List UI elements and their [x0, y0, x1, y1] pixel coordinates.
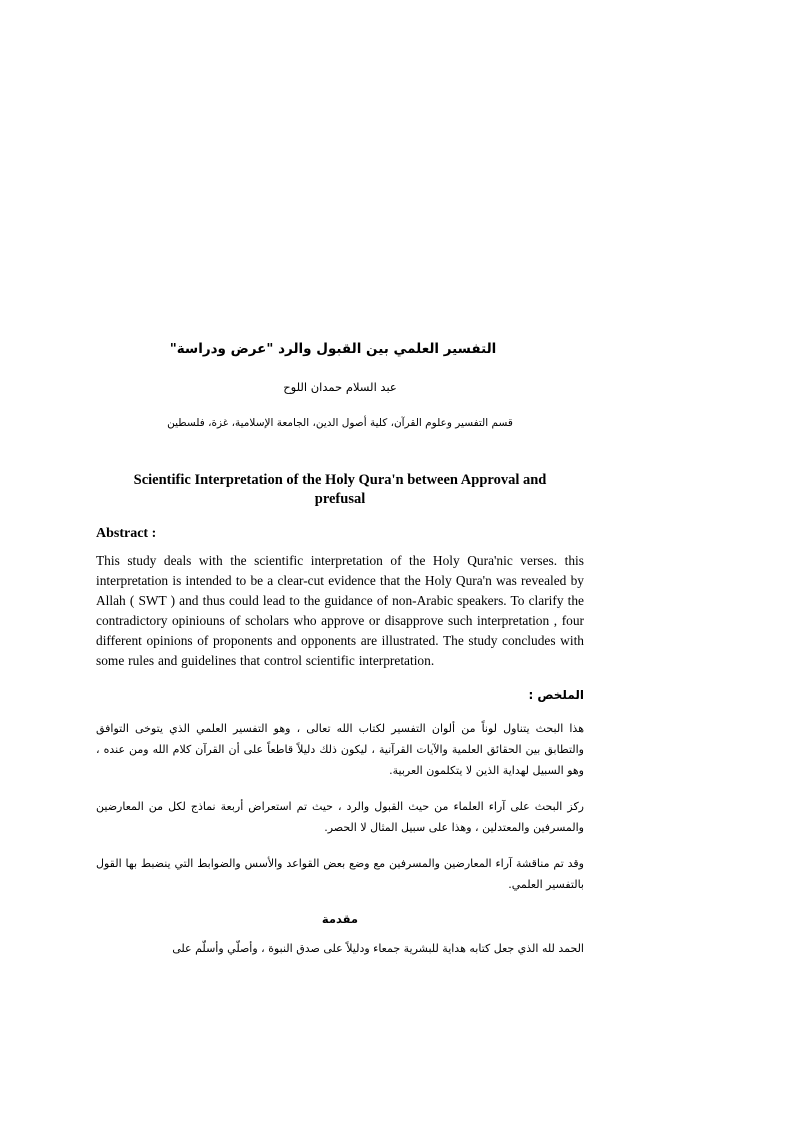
arabic-abstract-paragraph-3: وقد تم مناقشة آراء المعارضين والمسرفين مع وضع بعض القواعد والأسس والضوابط التي ينضبط بها القول بالتفسير العلمي. — [96, 856, 584, 892]
arabic-abstract-heading: الملخص : — [528, 687, 584, 702]
abstract-paragraph: This study deals with the scientific interpretation of the Holy Qura'nic verses. this interpretation is intended to be a clear-cut evidence that the Holy Qura'n was revealed by Allah ( SWT ) and thus could lead to the guidance of non-Arabic speakers. To clarify the contradictory opiniouns of scholars who approve or disapprove such interpretation , four different opinions of proponents and opponents are illustrated. The study concludes with some rules and guidelines that control scientific interpretation. — [96, 552, 584, 669]
arabic-title: التفسير العلمي بين القبول والرد "عرض ودراسة" — [169, 341, 497, 357]
document-content — [96, 340, 584, 959]
introduction-heading: مقدمة — [321, 911, 359, 926]
introduction-first-line: الحمد لله الذي جعل كتابه هداية للبشرية جمعاء ودليلاً على صدق النبوة ، وأصلّي وأسلّم على — [172, 941, 584, 955]
abstract-heading: Abstract : — [96, 525, 157, 541]
author-name: عبد السلام حمدان اللوح — [283, 380, 397, 395]
author-affiliation: قسم التفسير وعلوم القرآن، كلية أصول الدين، الجامعة الإسلامية، غزة، فلسطين — [167, 417, 513, 430]
arabic-abstract-paragraph-2: ركز البحث على آراء العلماء من حيث القبول والرد ، حيث تم استعراض أربعة نماذج لكل من المعارضين والمسرفين والمعتدلين ، وهذا على سبيل المثال لا الحصر. — [96, 799, 584, 835]
arabic-abstract-paragraph-1: هذا البحث يتناول لوناً من ألوان التفسير لكتاب الله تعالى ، وهو التفسير العلمي الذي يتوخى التوافق والتطابق بين الحقائق العلمية والآيات القرآنية ، ليكون ذلك دليلاً قاطعاً على أن القرآن كلام الله ومن عنده ، وهو السبيل لهداية الذين لا يتكلمون العربية. — [96, 721, 584, 778]
english-title: Scientific Interpretation of the Holy Qura'n between Approval and prefusal — [133, 471, 547, 508]
